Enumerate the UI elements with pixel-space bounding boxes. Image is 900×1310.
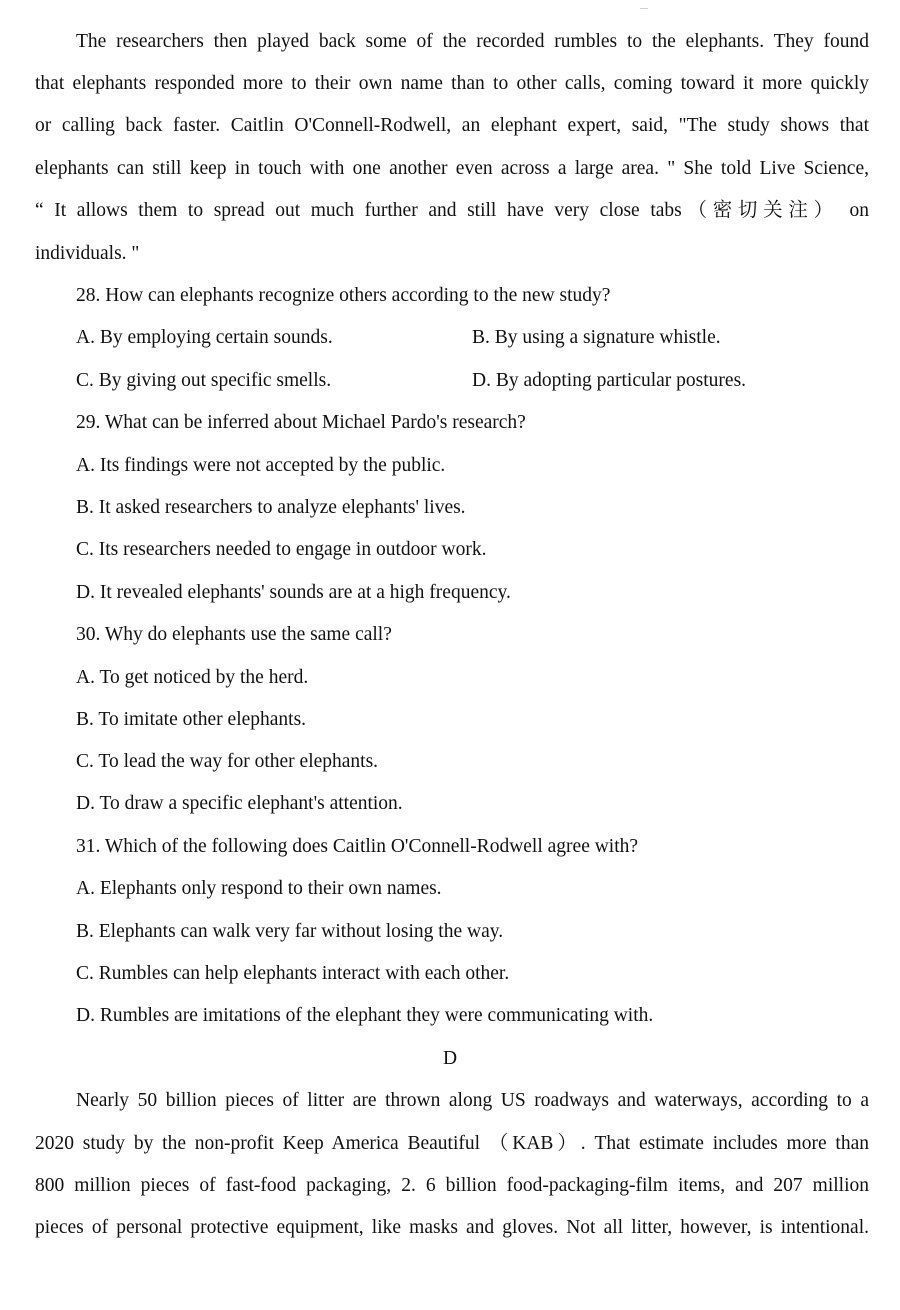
section-heading: D [442,1048,458,1069]
option-a: A. Its findings were not accepted by the public. [76,455,446,476]
paragraph-line: individuals. " [35,243,140,264]
paragraph-line: elephants can still keep in touch with one another even across a large area. " She told Live Science, [35,158,869,179]
option-b: B. To imitate other elephants. [76,709,307,730]
option-b: B. By using a signature whistle. [472,327,721,348]
option-c: C. Rumbles can help elephants interact with each other. [76,963,510,984]
paragraph-line: “ It allows them to spread out much further and still have very close tabs（密切关注） on [35,200,869,221]
option-d: D. To draw a specific elephant's attention. [76,793,403,814]
option-d: D. Rumbles are imitations of the elephant they were communicating with. [76,1005,654,1026]
question-stem: 31. Which of the following does Caitlin O'Connell-Rodwell agree with? [76,836,639,857]
paragraph-line: Nearly 50 billion pieces of litter are thrown along US roadways and waterways, according to a [76,1090,869,1111]
scan-mark [640,8,648,9]
paragraph-line: 800 million pieces of fast-food packaging, 2. 6 billion food-packaging-film items, and 207 million [35,1175,869,1196]
question-stem: 30. Why do elephants use the same call? [76,624,392,645]
paragraph-line: that elephants responded more to their own name than to other calls, coming toward it more quickly [35,73,869,94]
paragraph-line: pieces of personal protective equipment, like masks and gloves. Not all litter, however, is intentional. [35,1217,869,1238]
paragraph-line: 2020 study by the non-profit Keep America Beautiful （KAB）. That estimate includes more than [35,1133,869,1154]
paragraph-line: The researchers then played back some of the recorded rumbles to the elephants. They found [76,31,869,52]
option-c: C. To lead the way for other elephants. [76,751,379,772]
option-a: A. To get noticed by the herd. [76,667,309,688]
option-a: A. Elephants only respond to their own names. [76,878,442,899]
option-b: B. Elephants can walk very far without losing the way. [76,921,504,942]
paragraph-line: or calling back faster. Caitlin O'Connell-Rodwell, an elephant expert, said, "The study shows that [35,115,869,136]
option-c: C. By giving out specific smells. [76,370,332,391]
option-d: D. It revealed elephants' sounds are at a high frequency. [76,582,511,603]
question-stem: 28. How can elephants recognize others according to the new study? [76,285,611,306]
option-d: D. By adopting particular postures. [472,370,747,391]
option-c: C. Its researchers needed to engage in outdoor work. [76,539,487,560]
option-b: B. It asked researchers to analyze elephants' lives. [76,497,466,518]
question-stem: 29. What can be inferred about Michael Pardo's research? [76,412,526,433]
option-a: A. By employing certain sounds. [76,327,333,348]
